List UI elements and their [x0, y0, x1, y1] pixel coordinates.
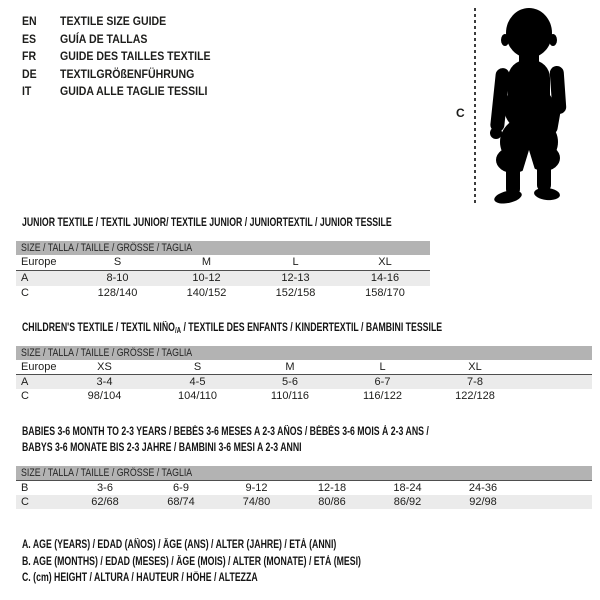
size-cell: 92/98 [445, 495, 521, 509]
size-cell: 152/158 [275, 287, 316, 299]
language-code: DE [22, 66, 37, 81]
row-label: B [21, 481, 29, 494]
size-cell: M [162, 255, 251, 271]
table-row [16, 271, 430, 287]
language-label: TEXTILE SIZE GUIDE [60, 14, 167, 28]
size-cell: S [151, 360, 244, 375]
language-row-it [22, 83, 231, 101]
junior-section-title: JUNIOR TEXTILE / TEXTIL JUNIOR/ TEXTILE JUNIOR / JUNIORTEXTIL / JUNIOR TESSILE [22, 217, 392, 229]
junior-size-table [16, 241, 430, 301]
spacer-cell [521, 495, 592, 509]
row-label: A [16, 375, 58, 390]
table-row [16, 375, 592, 390]
size-header-cell: SIZE / TALLA / TAILLE / GRÖSSE / TAGLIA [16, 466, 592, 481]
language-row-es [22, 31, 231, 49]
language-code: FR [22, 49, 37, 64]
size-header-cell: SIZE / TALLA / TAILLE / GRÖSSE / TAGLIA [16, 241, 430, 255]
language-row-fr [22, 48, 231, 66]
row-label: A [16, 271, 73, 287]
language-label: TEXTILGRÖßENFÜHRUNG [60, 66, 195, 81]
title-subscript: /A [174, 326, 182, 335]
size-cell: 3-4 [58, 375, 151, 390]
children-size-table [16, 346, 592, 403]
size-cell: 68/74 [143, 495, 219, 509]
size-cell: 3-6 [97, 481, 113, 494]
height-measure-label: C [456, 106, 465, 120]
size-cell: 128/140 [97, 287, 138, 299]
size-cell: 74/80 [219, 495, 294, 509]
size-cell: 6-9 [173, 481, 189, 494]
size-header-bar [16, 466, 592, 481]
row-label: C [21, 389, 29, 402]
table-row [16, 360, 592, 375]
spacer-cell [521, 481, 592, 496]
table-row [16, 389, 592, 403]
language-row-de [22, 66, 231, 84]
size-cell: M [244, 360, 336, 375]
size-header-cell: SIZE / TALLA / TAILLE / GRÖSSE / TAGLIA [16, 346, 592, 360]
children-section-title: CHILDREN'S TEXTILE / TEXTIL $NIÑO_{/A}$ / TEXTILE DES ENFANTS / KINDERTEXTIL / BAMBINI TESSILE [22, 322, 443, 335]
footnotes [22, 537, 468, 587]
table-row [16, 481, 592, 496]
size-cell: 98/104 [87, 389, 122, 402]
size-cell: 6-7 [336, 375, 429, 390]
babies-size-table [16, 466, 592, 509]
size-cell: XL [429, 360, 521, 375]
footnote-a: A. AGE (YEARS) / EDAD (AÑOS) / ÂGE (ANS) / ALTER (JAHRE) / ETÀ (ANNI) [22, 539, 337, 551]
size-header-bar [16, 346, 592, 360]
size-cell: 158/170 [365, 287, 405, 299]
size-cell: S [73, 255, 162, 271]
size-cell: 7-8 [429, 375, 521, 390]
size-cell: 5-6 [244, 375, 336, 390]
baby-silhouette-icon [481, 6, 579, 208]
language-label: GUÍA DE TALLAS [60, 31, 148, 46]
size-cell: 110/116 [270, 389, 310, 402]
size-cell: 12-18 [317, 481, 347, 494]
height-dashed-line [474, 8, 476, 206]
language-code: ES [22, 31, 37, 46]
babies-section-title: BABIES 3-6 MONTH TO 2-3 YEARS / BEBÉS 3-6 MESES A 2-3 AÑOS / BÉBÉS 3-6 MOIS À 2-3 ANS / BABYS 3-6 MONATE BIS 2-3 JAHRE / BAMBINI 3-6 MESI A 2-3 ANNI [22, 426, 429, 454]
size-cell: 62/68 [67, 495, 143, 509]
size-cell: 86/92 [370, 495, 445, 509]
size-cell: 9-12 [245, 481, 268, 494]
language-code: EN [22, 14, 37, 28]
size-cell: XL [340, 255, 430, 271]
size-cell: 116/122 [363, 389, 402, 402]
size-cell: 4-5 [151, 375, 244, 390]
table-row [16, 255, 430, 271]
language-list [22, 13, 231, 101]
size-cell: XS [58, 360, 151, 375]
table-row [16, 286, 430, 301]
spacer-cell [521, 375, 592, 390]
size-cell: 18-24 [393, 481, 422, 494]
language-row-en [22, 13, 231, 31]
footnote-b: B. AGE (MONTHS) / EDAD (MESES) / ÂGE (MOIS) / ALTER (MONATE) / ETÀ (MESI) [22, 555, 361, 568]
spacer-cell [521, 389, 592, 403]
language-label: GUIDA ALLE TAGLIE TESSILI [60, 84, 208, 99]
size-cell: 80/86 [294, 495, 370, 509]
table-row [16, 495, 592, 509]
size-cell: 12-13 [251, 271, 340, 287]
size-cell: 140/152 [186, 287, 227, 299]
size-cell: 10-12 [162, 271, 251, 287]
language-code: IT [22, 84, 32, 99]
size-cell: 24-36 [468, 481, 498, 494]
footnote-c: C. (cm) HEIGHT / ALTURA / HAUTEUR / HÖHE / ALTEZZA [22, 572, 258, 584]
size-cell: 122/128 [455, 389, 495, 402]
row-label: C [21, 287, 29, 299]
row-label: Europe [16, 360, 58, 375]
size-cell: 8-10 [73, 271, 162, 287]
row-label: C [16, 495, 67, 509]
row-label: Europe [16, 255, 73, 271]
size-cell: L [251, 255, 340, 271]
size-cell: 104/110 [178, 389, 217, 402]
spacer-cell [521, 360, 592, 375]
language-label: GUIDE DES TAILLES TEXTILE [60, 49, 211, 64]
size-header-bar [16, 241, 430, 255]
size-cell: 14-16 [340, 271, 430, 287]
size-cell: L [336, 360, 429, 375]
